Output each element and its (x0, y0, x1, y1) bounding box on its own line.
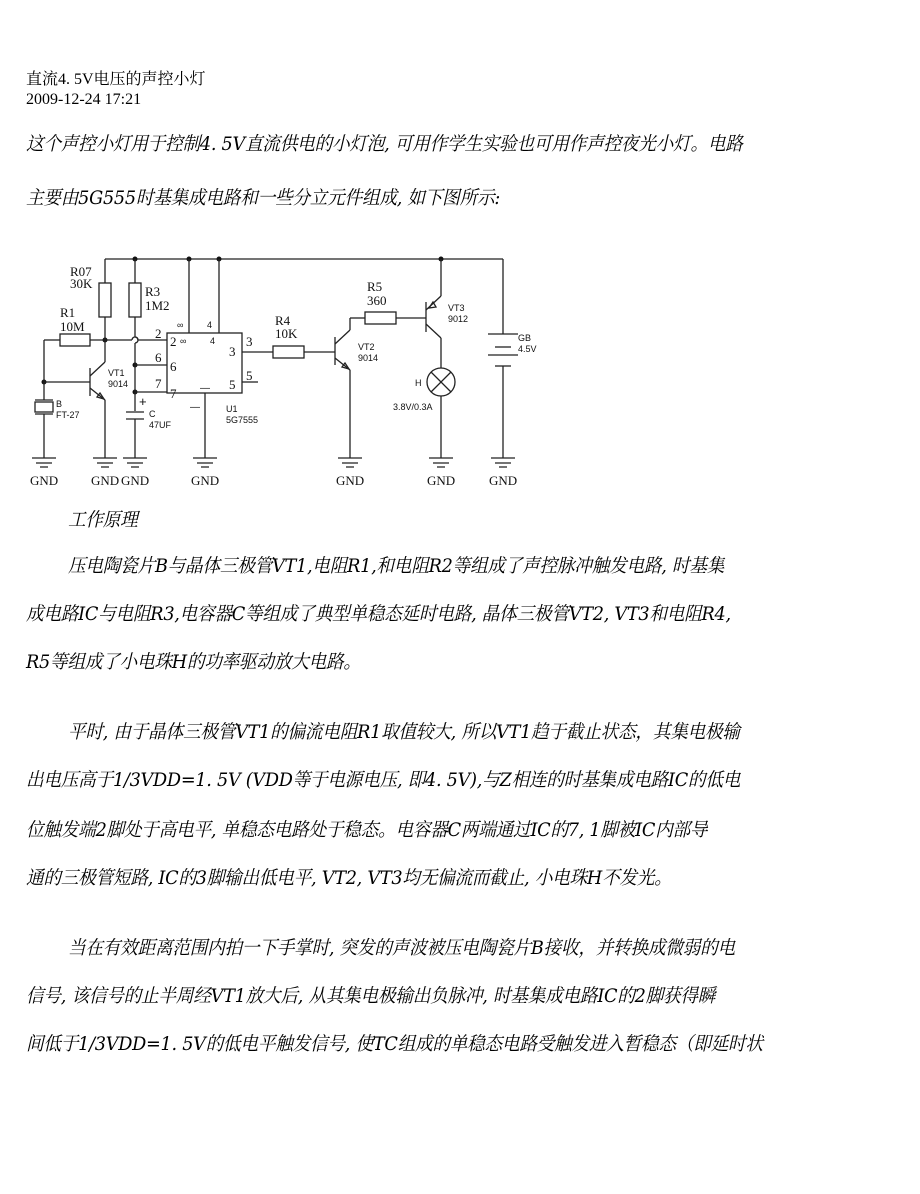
label-vt1-value: 9014 (108, 379, 129, 389)
label-vt1: VT1 (108, 368, 125, 378)
gnd-label: GND (91, 473, 120, 488)
pin-5-outer: 5 (246, 368, 253, 383)
intro-line: 主要由5G555时基集成电路和一些分立元件组成, 如下图所示: (26, 187, 501, 209)
paragraph-line: R5等组成了小电珠H的功率驱动放大电路。 (26, 651, 361, 673)
label-r4-value: 10K (275, 326, 298, 341)
resistor-r1 (60, 334, 90, 346)
label-r07: R07 (70, 264, 92, 279)
label-r1: R1 (60, 305, 76, 320)
pin-4: 4 (210, 336, 216, 346)
pin-3-outer: 3 (246, 334, 253, 349)
pin-6-outer: 6 (155, 350, 162, 365)
label-u1: U1 (226, 404, 238, 414)
label-r5: R5 (367, 279, 383, 294)
resistor-r07 (99, 283, 111, 317)
label-gb: GB (518, 333, 532, 343)
paragraph-line: 位触发端2脚处于高电平, 单稳态电路处于稳态。电容器C两端通过IC的7, 1脚被IC内部导 (26, 819, 708, 841)
piezo-b (35, 402, 53, 412)
label-b: B (56, 399, 63, 409)
intro-line: 这个声控小灯用于控制4. 5V直流供电的小灯泡, 可用作学生实验也可用作声控夜光小灯。电路 (26, 133, 743, 155)
article-date: 2009-12-24 17:21 (26, 91, 142, 108)
label-h: H (415, 378, 422, 388)
label-h-value: 3.8V/0.3A (393, 402, 433, 412)
article-title: 直流4. 5V电压的声控小灯 (26, 71, 206, 88)
gnd-label: GND (30, 473, 59, 488)
label-r5-value: 360 (367, 293, 387, 308)
pin-8: ∞ (180, 336, 187, 346)
ground-symbols (32, 458, 515, 467)
paragraph-line: 当在有效距离范围内拍一下手掌时, 突发的声波被压电陶瓷片B接收，并转换成微弱的电 (68, 937, 735, 959)
pin-4-outer: 4 (207, 320, 213, 330)
gnd-label: GND (121, 473, 150, 488)
resistor-r3 (129, 283, 141, 317)
paragraph-line: 间低于1/3VDD=1. 5V的低电平触发信号, 使TC组成的单稳态电路受触发进入暂稳态（即延时状 (26, 1033, 763, 1055)
label-r3: R3 (145, 284, 161, 299)
paragraph-line: 平时, 由于晶体三极管VT1的偏流电阻R1取值较大, 所以VT1趋于截止状态，其集电极输 (68, 721, 740, 743)
label-r3-value: 1M2 (145, 298, 170, 313)
label-gb-value: 4.5V (518, 344, 537, 354)
pin-1: — (200, 383, 210, 394)
label-vt2-value: 9014 (358, 353, 379, 363)
label-r4: R4 (275, 313, 291, 328)
paragraph-line: 通的三极管短路, IC的3脚输出低电平, VT2, VT3均无偏流而截止, 小电珠H不发光。 (26, 867, 672, 889)
label-r1-value: 10M (60, 319, 85, 334)
paragraph-line: 信号, 该信号的止半周经VT1放大后, 从其集电极输出负脉冲, 时基集成电路IC的2脚获得瞬 (26, 985, 716, 1007)
label-vt2: VT2 (358, 342, 375, 352)
section-heading: 工作原理 (68, 509, 138, 531)
paragraph-line: 出电压高于1/3VDD=1. 5V (VDD等于电源电压, 即4. 5V),与Z相连的时基集成电路IC的低电 (26, 769, 741, 791)
paragraph-line: 压电陶瓷片B与晶体三极管VT1,电阻R1,和电阻R2等组成了声控脉冲触发电路, 时基集 (68, 555, 725, 577)
label-u1-value: 5G7555 (226, 415, 259, 425)
label-c-plus: + (139, 394, 147, 409)
pin-3: 3 (229, 344, 236, 359)
label-vt3: VT3 (448, 303, 465, 313)
label-r07-value: 30K (70, 276, 93, 291)
gnd-label: GND (191, 473, 220, 488)
circuit-diagram (20, 240, 580, 492)
pin-2-outer: 2 (155, 326, 162, 341)
label-vt3-value: 9012 (448, 314, 469, 324)
pin-7: 7 (170, 386, 177, 401)
pin-6: 6 (170, 359, 177, 374)
pin-5: 5 (229, 377, 236, 392)
resistor-r5 (365, 312, 396, 324)
gnd-label: GND (427, 473, 456, 488)
pin-8-outer: ∞ (177, 320, 184, 330)
gnd-label: GND (336, 473, 365, 488)
label-c: C (149, 409, 156, 419)
resistor-r4 (273, 346, 304, 358)
pin-7-outer: 7 (155, 376, 162, 391)
pin-2: 2 (170, 334, 177, 349)
label-c-value: 47UF (149, 420, 172, 430)
gnd-label: GND (489, 473, 518, 488)
label-b-value: FT-27 (56, 410, 80, 420)
pin-1-outer: — (190, 402, 200, 413)
paragraph-line: 成电路IC与电阻R3,电容器C等组成了典型单稳态延时电路, 晶体三极管VT2, VT3和电阻R4, (26, 603, 731, 625)
